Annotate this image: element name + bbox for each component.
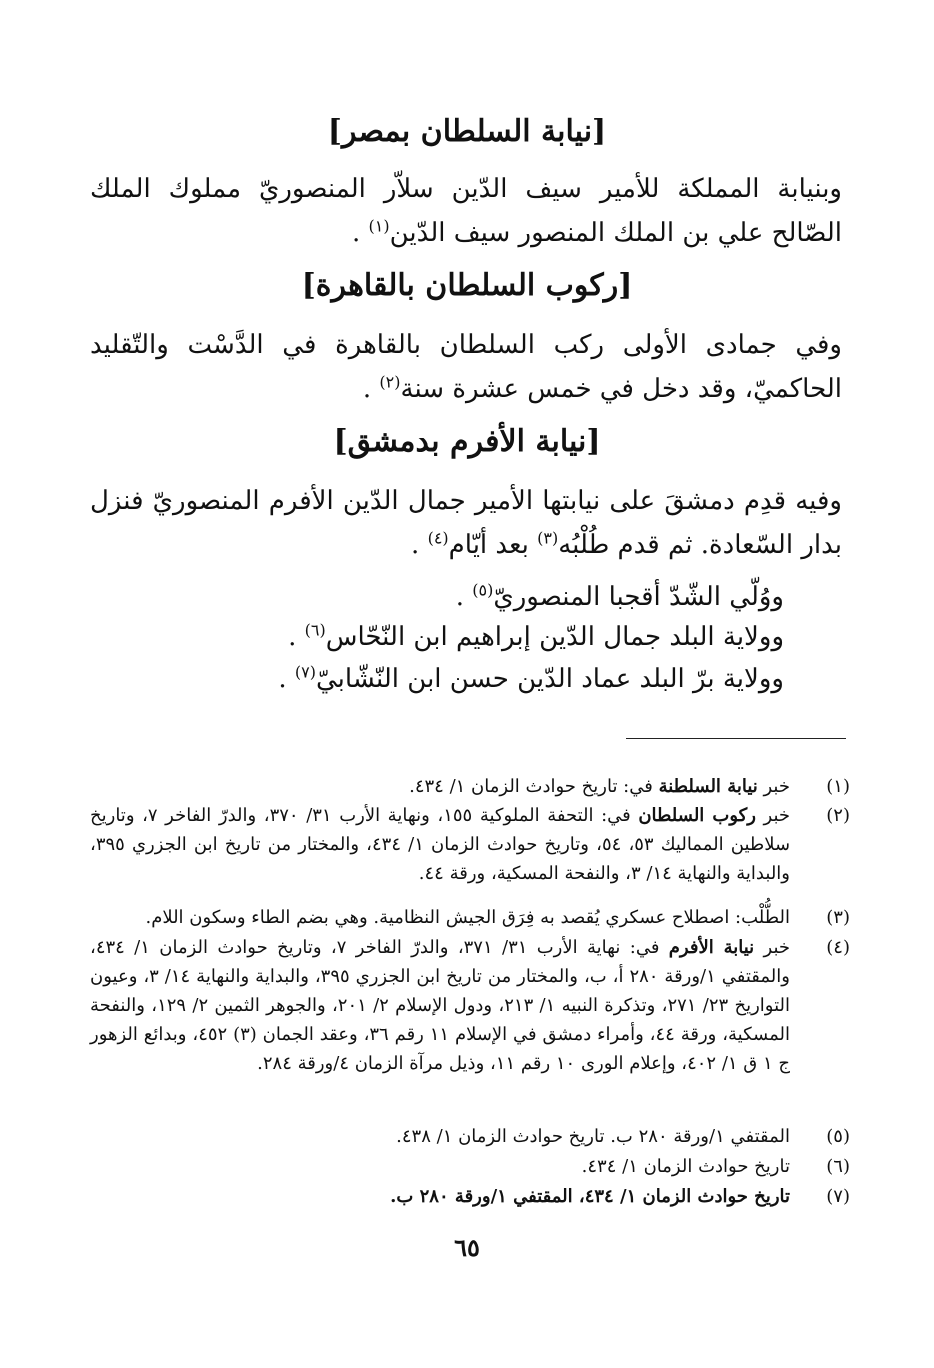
- footnote-marker: (٣): [537, 528, 559, 548]
- footnote-text: المقتفي ١/ورقة ٢٨٠ ب. تاريخ حوادث الزمان ١/ ٤٣٨.: [396, 1126, 790, 1147]
- paragraph-text: وولاية البلد جمال الدّين إبراهيم ابن النّحّاس: [325, 622, 784, 652]
- paragraph-text: بدار السّعادة. ثم قدم طُلْبُه: [558, 530, 842, 560]
- paragraph-text: وولاية برّ البلد عماد الدّين حسن ابن النّشّابيّ: [316, 664, 784, 694]
- footnote-4: [90, 933, 850, 1078]
- footnote-marker: (٦): [304, 620, 326, 640]
- paragraph-line: [288, 618, 784, 656]
- footnote-number: (٤): [826, 937, 850, 958]
- footnote-lead: خبر: [754, 937, 791, 958]
- paragraph-line: وفي جمادى الأولى ركب السلطان بالقاهرة في الدَّسْت والتّقليد: [90, 330, 842, 360]
- paragraph-punct: .: [411, 530, 428, 560]
- paragraph-text: بعد أيّام: [448, 530, 538, 560]
- footnote-5: [90, 1122, 850, 1151]
- footnote-separator: [626, 738, 846, 739]
- paragraph-text: ووُلّي الشّدّ أقجبا المنصوريّ: [493, 582, 784, 612]
- paragraph-punct: .: [288, 622, 305, 652]
- paragraph-line: [352, 214, 842, 252]
- footnote-text: الطُّلْب: اصطلاح عسكري يُقصد به فِرَق الجيش النظامية. وهي بضم الطاء وسكون اللام.: [145, 907, 790, 928]
- footnote-number: (٧): [826, 1186, 850, 1207]
- footnote-rest: في: تاريخ حوادث الزمان ١/ ٤٣٤.: [409, 776, 659, 797]
- footnote-lead: خبر: [757, 776, 790, 797]
- footnote-text: تاريخ حوادث الزمان ١/ ٤٣٤.: [581, 1156, 790, 1177]
- footnote-2: [90, 801, 850, 888]
- footnote-number: (٥): [826, 1126, 850, 1147]
- footnote-marker: (٥): [472, 580, 494, 600]
- footnote-number: (٣): [826, 907, 850, 928]
- footnote-marker: (١): [368, 216, 390, 236]
- footnote-text: [90, 1182, 790, 1211]
- paragraph-punct: .: [455, 582, 473, 612]
- section-heading-sultan-ride-cairo: [ركوب السلطان بالقاهرة]: [301, 268, 633, 303]
- footnote-number: (٢): [826, 805, 850, 826]
- paragraph-punct: .: [362, 374, 380, 404]
- paragraph-text: الحاكميّ، وقد دخل في خمس عشرة سنة: [400, 374, 842, 404]
- footnote-marker: (٢): [379, 372, 401, 392]
- paragraph-punct: .: [278, 664, 295, 694]
- section-heading-sultan-deputy-egypt: [نيابة السلطان بمصر]: [327, 114, 607, 149]
- footnote-text: [90, 801, 790, 888]
- footnote-marker: (٧): [294, 662, 316, 682]
- footnote-bold: تاريخ حوادث الزمان ١/ ٤٣٤، المقتفي ١/ورقة ٢٨٠ ب.: [390, 1186, 790, 1207]
- footnote-1: [90, 772, 850, 801]
- paragraph-line: [411, 526, 842, 564]
- footnote-bold: نيابة السلطنة: [658, 776, 758, 797]
- footnote-rest: في: نهاية الأرب ٣١/ ٣٧١، والدرّ الفاخر ٧، وتاريخ حوادث الزمان ١/ ٤٣٤، والمقتفي ١/ورقة ٢٨٠ أ، ب، والمختار من تاريخ ابن الجزري ٣٩٥، والبداية والنهاية ١٤/ ٣، وعيون التواريخ ٢٣/ ٢٧١، وتذكرة النبيه ١/ ٢١٣، ودول الإسلام ٢/ ٢٠١، والجوهر الثمين ٢/ ١٢٩، والنفحة المسكية، ورقة ٤٤، وأمراء دمشق في الإسلام ١١ رقم ٣٦، وعقد الجمان (٣) ٤٥٢، وبدائع الزهور ج ١ ق ١/ ٤٠٢، وإعلام الورى ١٠ رقم ١١، وذيل مرآة الزمان ٤/ورقة ٢٨٤.: [90, 937, 791, 1074]
- footnote-6: [90, 1152, 850, 1181]
- footnote-number: (٦): [826, 1156, 850, 1177]
- footnote-rest: في: التحفة الملوكية ١٥٥، ونهاية الأرب ٣١/ ٣٧٠، والدرّ الفاخر ٧، وتاريخ سلاطين المماليك ٥٣، ٥٤، وتاريخ حوادث الزمان ١/ ٤٣٤، والمختار من تاريخ ابن الجزري ٣٩٥، والبداية والنهاية ١٤/ ٣، والنفحة المسكية، ورقة ٤٤.: [90, 805, 791, 884]
- page-number: ٦٥: [454, 1233, 480, 1262]
- footnote-bold: نيابة الأفرم: [668, 937, 755, 958]
- paragraph-line: [456, 578, 784, 616]
- paragraph-punct: .: [352, 218, 369, 248]
- paragraph-line: [363, 370, 842, 408]
- paragraph-line: وفيه قدِم دمشقَ على نيابتها الأمير جمال الدّين الأفرم المنصوريّ فنزل: [90, 486, 842, 516]
- footnote-7: [90, 1182, 850, 1211]
- paragraph-line: وبنيابة المملكة للأمير سيف الدّين سلاّر المنصوريّ مملوك الملك: [90, 174, 842, 204]
- footnote-marker: (٤): [427, 528, 449, 548]
- paragraph-text: الصّالح علي بن الملك المنصور سيف الدّين: [389, 218, 842, 248]
- footnote-lead: خبر: [755, 805, 791, 826]
- footnote-bold: ركوب السلطان: [638, 805, 756, 826]
- paragraph-line: [278, 660, 784, 698]
- footnote-text: [90, 933, 790, 1078]
- footnote-3: [90, 903, 850, 932]
- section-heading-afram-damascus: [نيابة الأفرم بدمشق]: [333, 424, 601, 459]
- footnote-text: [90, 772, 790, 801]
- footnote-number: (١): [826, 776, 850, 797]
